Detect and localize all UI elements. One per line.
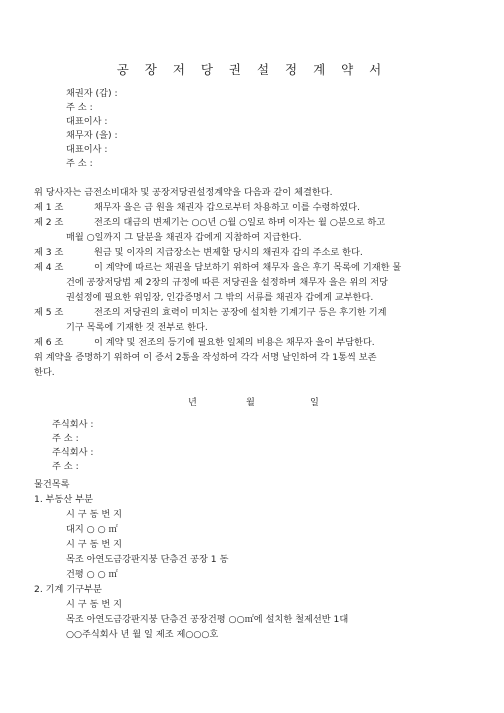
- signer-company-2: 주식회사 :: [52, 447, 94, 458]
- creditor-address-label: 주 소 :: [66, 102, 93, 113]
- list-section-2: 2. 기계 기구부분: [34, 584, 102, 595]
- article-2-line-1: 전조의 대금의 변제기는 ○○년 ○월 ○일로 하며 이자는 월 ○분으로 하고: [94, 217, 386, 228]
- s1-building: 목조 아연도금강판지붕 단층건 공장 1 동: [66, 554, 229, 565]
- closing-line-2: 한다.: [34, 367, 55, 378]
- date-month: 월: [246, 397, 255, 408]
- s2-manufacturer: ○○주식회사 년 월 일 제조 제○○○호: [66, 629, 219, 640]
- debtor-address-label: 주 소 :: [66, 158, 93, 169]
- article-5-line-2: 기구 목록에 기재한 것 전부로 한다.: [66, 322, 208, 333]
- debtor-label: 채무자 (을) :: [66, 130, 118, 141]
- document-title: 공 장 저 당 권 설 정 계 약 서: [116, 62, 388, 77]
- article-2-label: 제 2 조: [34, 217, 64, 228]
- date-year: 년: [188, 397, 197, 408]
- s1-address-2: 시 구 동 번 지: [66, 539, 123, 550]
- list-heading: 물건목록: [34, 479, 70, 490]
- s2-address: 시 구 동 번 지: [66, 599, 123, 610]
- article-4-line-1: 이 계약에 따르는 채권을 담보하기 위하여 채무자 을은 후기 목록에 기재한 물: [94, 262, 402, 273]
- article-4-line-2: 건에 공장저당법 제 2장의 규정에 따른 저당권을 설정하며 채무자 을은 위의 저당: [66, 277, 388, 288]
- article-6-label: 제 6 조: [34, 337, 64, 348]
- article-2-line-2: 매월 ○일까지 그 달분을 채권자 갑에게 지참하여 지급한다.: [66, 232, 302, 243]
- s2-machine: 목조 아연도금강판지붕 단층건 공장건평 ○○㎡에 설치한 철제선반 1대: [66, 614, 349, 625]
- article-5-label: 제 5 조: [34, 307, 64, 318]
- creditor-label: 채권자 (갑) :: [66, 88, 118, 99]
- article-4-line-3: 권설정에 필요한 위임장, 인감증명서 그 밖의 서류를 채권자 갑에게 교부한다.: [66, 292, 374, 303]
- s1-land: 대지 ○ ○ ㎡: [66, 524, 118, 535]
- article-5-line-1: 전조의 저당권의 효력이 미치는 공장에 설치한 기계기구 등은 후기한 기계: [94, 307, 387, 318]
- article-4-label: 제 4 조: [34, 262, 64, 273]
- signer-address-1: 주 소 :: [52, 433, 79, 444]
- article-3-line-1: 원금 및 이자의 지급장소는 변제할 당시의 채권자 갑의 주소로 한다.: [94, 247, 363, 258]
- article-1-line-1: 채무자 을은 금 원을 채권자 갑으로부터 차용하고 이를 수령하였다.: [94, 202, 360, 213]
- debtor-ceo-label: 대표이사 :: [66, 144, 108, 155]
- article-1-label: 제 1 조: [34, 202, 64, 213]
- article-3-label: 제 3 조: [34, 247, 64, 258]
- s1-address-1: 시 구 동 번 지: [66, 509, 123, 520]
- closing-line-1: 위 계약을 증명하기 위하여 이 증서 2통을 작성하여 각각 서명 날인하여 각 1통씩 보존: [34, 352, 377, 363]
- list-section-1: 1. 부동산 부분: [34, 494, 93, 505]
- s1-floor-area: 건평 ○ ○ ㎡: [66, 569, 118, 580]
- intro-text: 위 당사자는 금전소비대차 및 공장저당권설정계약을 다음과 같이 체결한다.: [34, 187, 333, 198]
- signer-address-2: 주 소 :: [52, 461, 79, 472]
- article-6-line-1: 이 계약 및 전조의 등기에 필요한 일체의 비용은 채무자 을이 부담한다.: [94, 337, 375, 348]
- creditor-ceo-label: 대표이사 :: [66, 116, 108, 127]
- date-day: 일: [310, 397, 319, 408]
- signer-company-1: 주식회사 :: [52, 419, 94, 430]
